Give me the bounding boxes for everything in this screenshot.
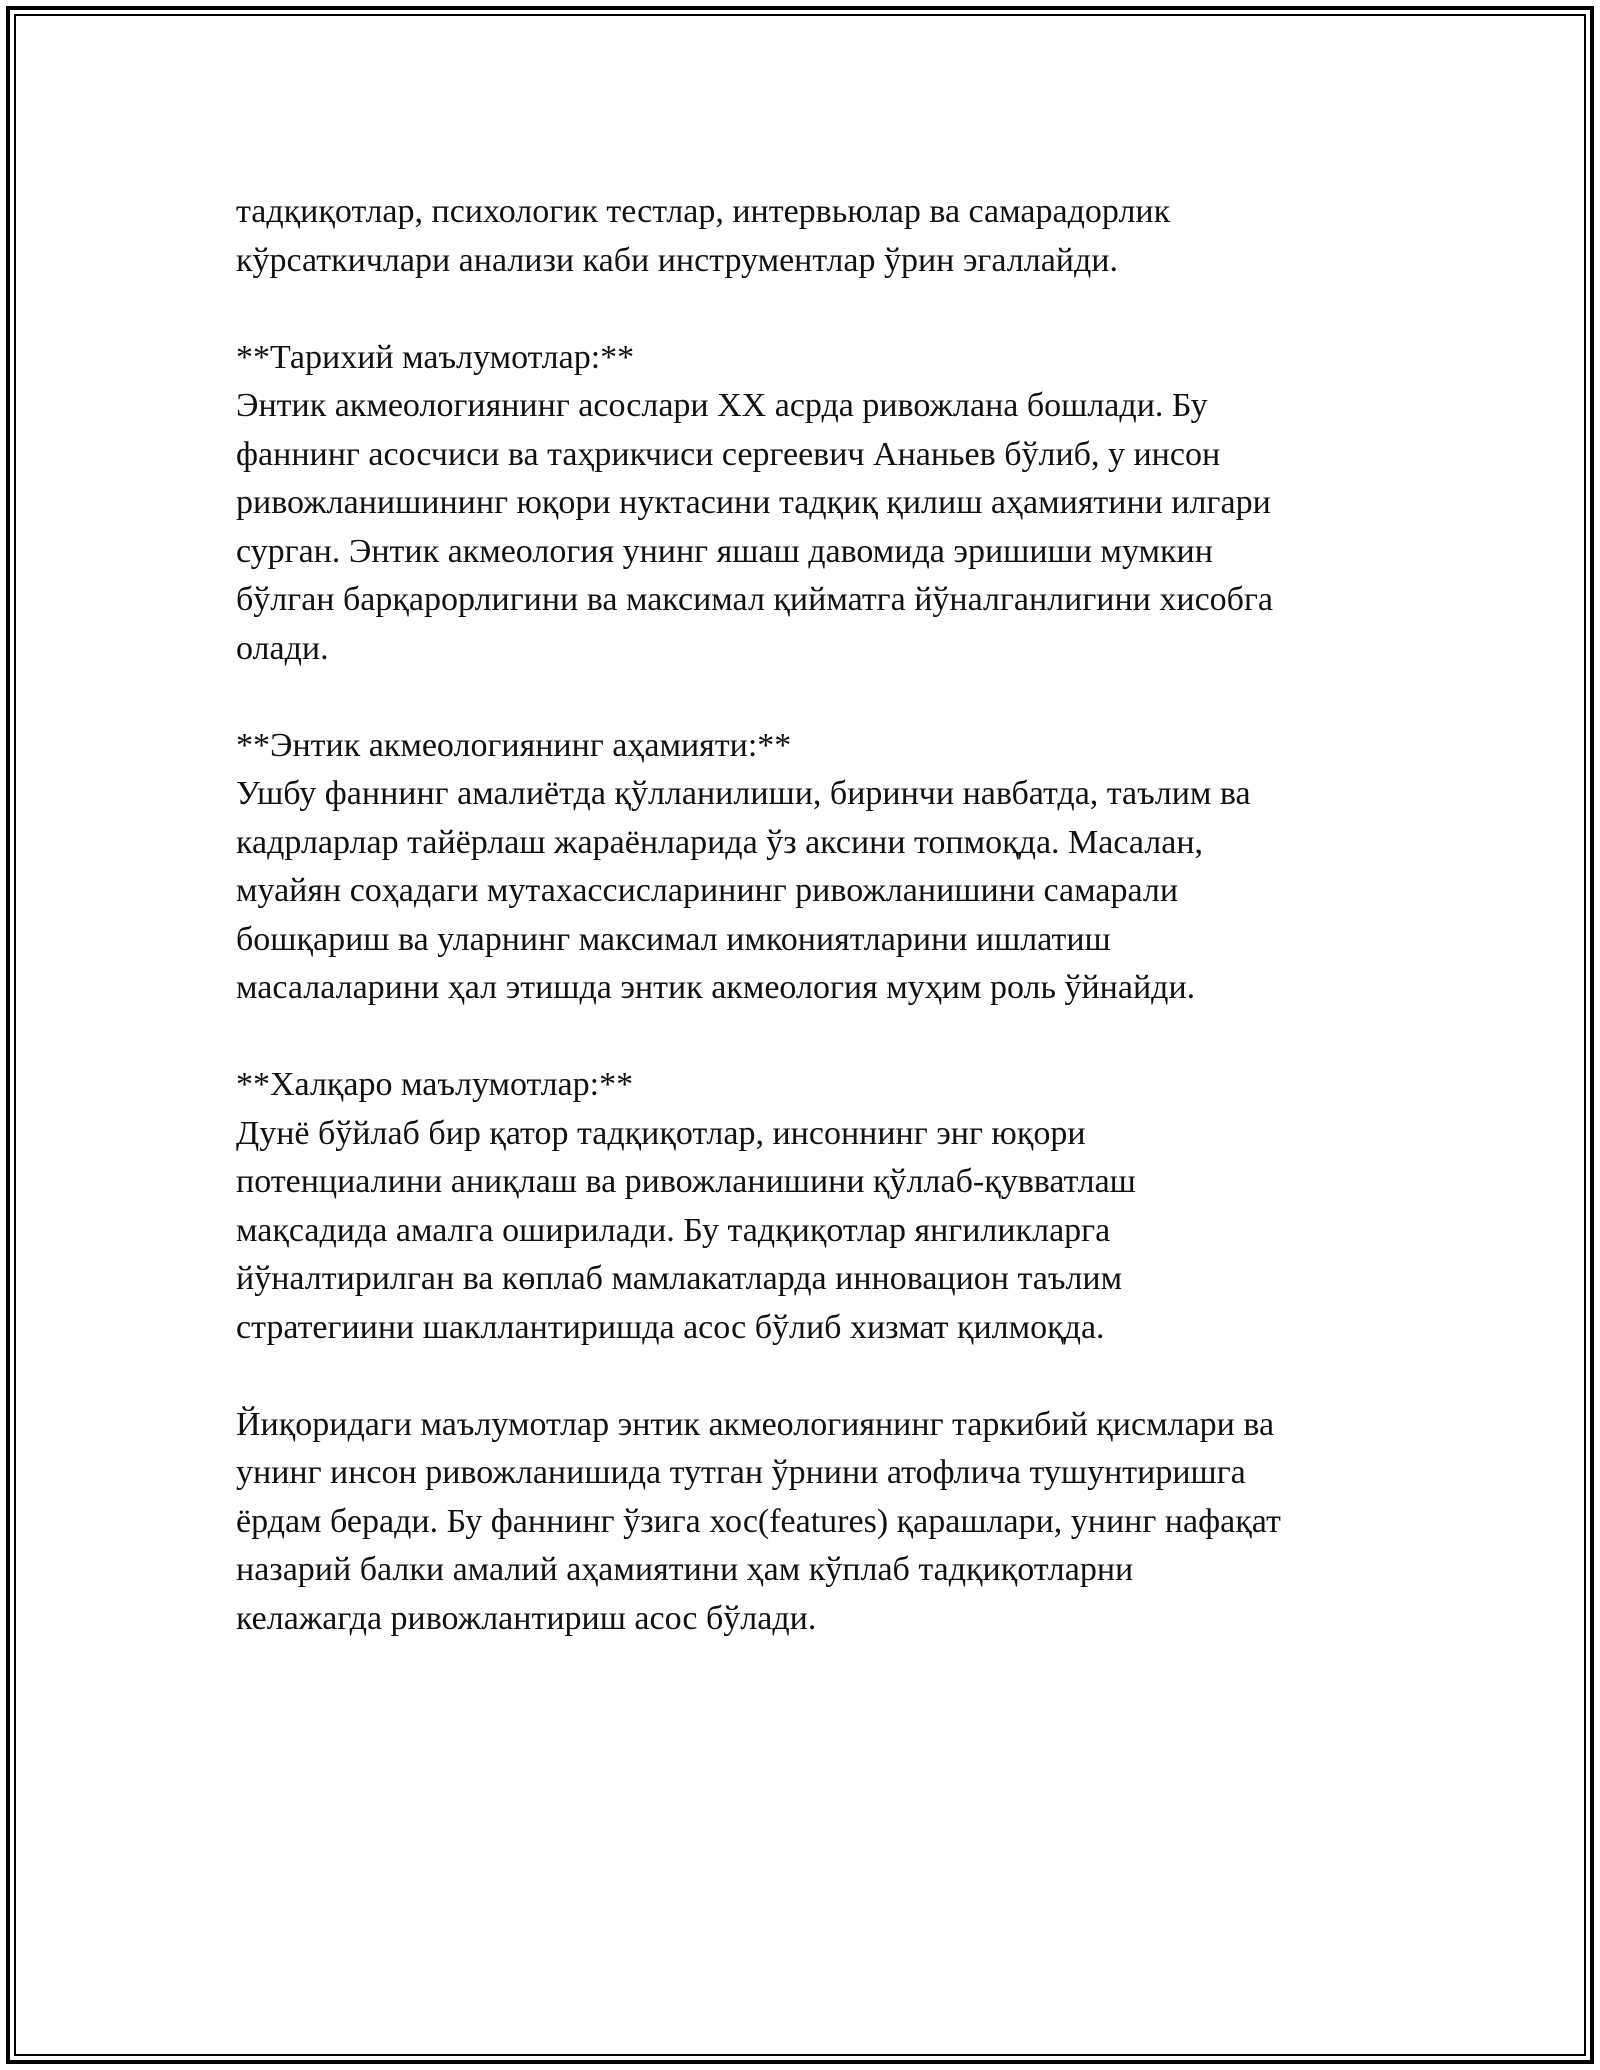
document-body bbox=[236, 188, 1396, 1692]
text-line: назарий балки амалий аҳамиятини ҳам кўплаб тадқиқотларни bbox=[236, 1551, 1134, 1588]
text-line: келажагда ривожлантириш асос бўлади. bbox=[236, 1599, 817, 1637]
text-line: ёрдам беради. Бу фаннинг ўзига хос(features) қарашлари, унинг нафақат bbox=[236, 1502, 1281, 1540]
text-line: Дунё бўйлаб бир қатор тадқиқотлар, инсоннинг энг юқори bbox=[236, 1114, 1086, 1152]
paragraph-historical-data bbox=[236, 334, 1396, 674]
text-line: кадрларлар тайёрлаш жараёнларида ўз аксини топмоқда. Масалан, bbox=[236, 823, 1204, 861]
text-line: тадқиқотлар, психологик тестлар, интервьюлар ва самарадорлик bbox=[236, 193, 1171, 230]
paragraph-importance bbox=[236, 722, 1396, 1013]
text-line: кўрсаткичлари анализи каби инструментлар ўрин эгаллайди. bbox=[236, 241, 1118, 279]
text-line: Ушбу фаннинг амалиётда қўлланилиши, биринчи навбатда, таълим ва bbox=[236, 775, 1251, 812]
text-line: ривожланишининг юқори нуктасини тадқиқ қилиш аҳамиятини илгари bbox=[236, 484, 1271, 521]
text-line: йўналтирилган ва көплаб мамлакатларда инновацион таълим bbox=[236, 1260, 1123, 1297]
paragraph-intro-continuation bbox=[236, 188, 1396, 285]
text-line: фаннинг асосчиси ва таҳрикчиси сергеевич Ананьев бўлиб, у инсон bbox=[236, 435, 1221, 473]
text-line: стратегиини шакллантиришда асос бўлиб хизмат қилмоқда. bbox=[236, 1308, 1105, 1346]
paragraph-international-data bbox=[236, 1061, 1396, 1352]
text-line: сурган. Энтик акмеология унинг яшаш давомида эришиши мумкин bbox=[236, 532, 1213, 570]
section-heading: **Энтик акмеологиянинг аҳамияти:** bbox=[236, 726, 792, 764]
text-line: бўлган барқарорлигини ва максимал қийматга йўналганлигини хисобга bbox=[236, 581, 1273, 618]
text-line: Энтик акмеологиянинг асослари XX асрда ривожлана бошлади. Бу bbox=[236, 387, 1208, 424]
paragraph-conclusion bbox=[236, 1401, 1396, 1644]
text-line: масалаларини ҳал этишда энтик акмеология муҳим роль ўйнайди. bbox=[236, 969, 1196, 1006]
text-line: муайян соҳадаги мутахассисларининг ривожланишини самарали bbox=[236, 872, 1179, 909]
section-heading: **Халқаро маълумотлар:** bbox=[236, 1066, 634, 1103]
text-line: мақсадида амалга оширилади. Бу тадқиқотлар янгиликларга bbox=[236, 1211, 1111, 1249]
text-line: унинг инсон ривожланишида тутган ўрнини атофлича тушунтиришга bbox=[236, 1454, 1246, 1491]
text-line: бошқариш ва уларнинг максимал имкониятларини ишлатиш bbox=[236, 920, 1111, 958]
text-line: потенциалини аниқлаш ва ривожланишини қўллаб-қувватлаш bbox=[236, 1163, 1136, 1200]
section-heading: **Тарихий маълумотлар:** bbox=[236, 338, 635, 376]
text-line: олади. bbox=[236, 629, 329, 667]
text-line: Йиқоридаги маълумотлар энтик акмеологиянинг таркибий қисмлари ва bbox=[236, 1405, 1275, 1443]
